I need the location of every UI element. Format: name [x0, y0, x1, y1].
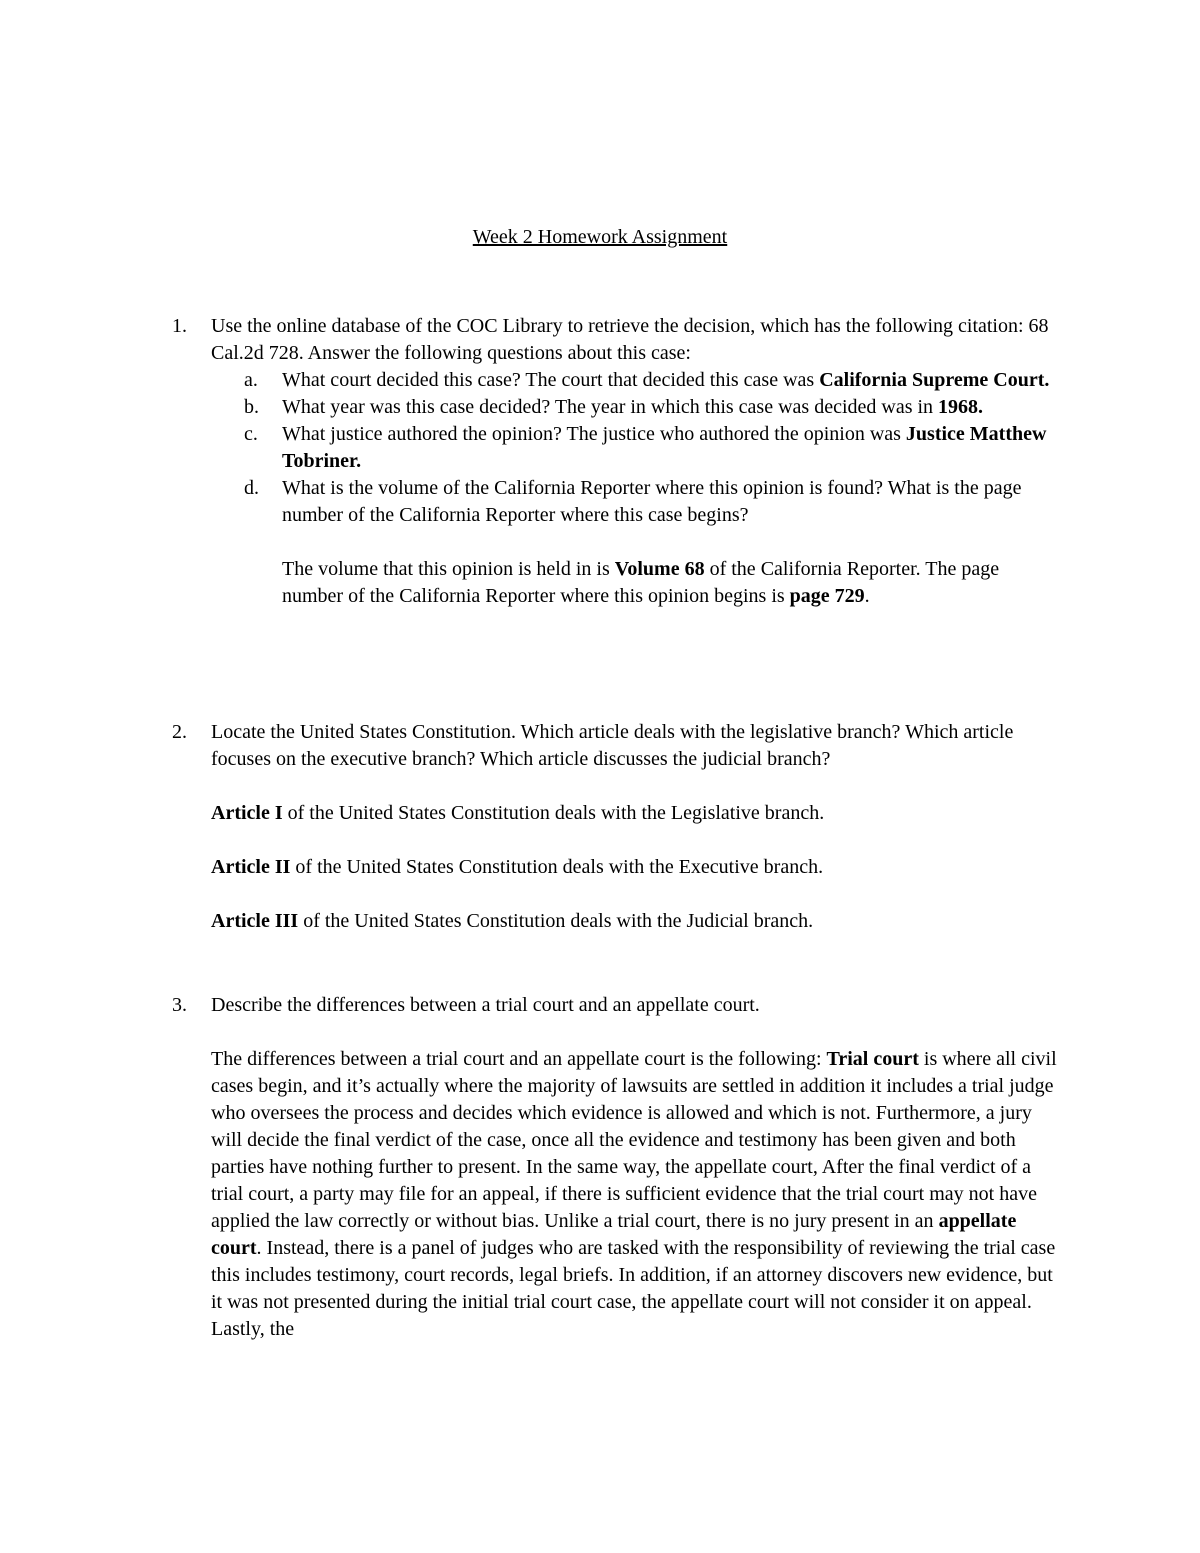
question-text: Describe the differences between a trial court and an appellate court. — [211, 994, 760, 1016]
answer-text: The volume that this opinion is held in is — [282, 558, 615, 580]
sub-letter: d. — [244, 477, 259, 499]
answer-text: . Instead, there is a panel of judges who are tasked with the responsibility of reviewing the trial case this includes testimony, court records, legal briefs. In addition, if an attorney discovers new evidence, but it was not presented during the initial trial court case, the appellate court will not consider it on appeal. Lastly, the — [211, 1237, 1056, 1340]
question-2 — [172, 719, 1072, 935]
question-number: 1. — [172, 315, 187, 337]
sub-answer: 1968. — [938, 396, 984, 418]
sub-letter: c. — [244, 423, 258, 445]
article-label: Article II — [211, 856, 291, 878]
answer-article-3 — [211, 908, 1061, 935]
sub-question-c — [244, 421, 1047, 475]
question-3 — [172, 992, 1072, 1343]
answer-text: . — [864, 585, 870, 607]
term-trial-court: Trial court — [826, 1048, 919, 1070]
sub-letter: a. — [244, 369, 258, 391]
answer-article-1 — [211, 800, 1061, 827]
answer-text: of the California Reporter. The page number of the California Reporter where this opinion begins is — [282, 558, 1000, 607]
sub-question-b — [244, 394, 1044, 421]
sub-answer-paragraph — [282, 556, 1052, 610]
answer-text: of the United States Constitution deals with the Legislative branch. — [282, 802, 825, 824]
sub-answer: California Supreme Court. — [819, 369, 1050, 391]
answer-text: of the United States Constitution deals with the Judicial branch. — [298, 910, 814, 932]
term-appellate-court: appellate court — [211, 1210, 1017, 1259]
question-number: 3. — [172, 994, 187, 1016]
sub-question-a — [244, 367, 1050, 394]
answer-article-2 — [211, 854, 1061, 881]
answer-text: is where all civil cases begin, and it’s actually where the majority of lawsuits are settled in addition it includes a trial judge who oversees the process and decides which evidence is allowed and which is not. Furthermore, a jury will decide the final verdict of the case, once all the evidence and testimony has been given and both parties have nothing further to present. In the same way, the appellate court, After the final verdict of a trial court, a party may file for an appeal, if there is sufficient evidence that the trial court may not have applied the law correctly or without bias. Unlike a trial court, there is no jury present in an — [211, 1048, 1057, 1232]
answer-paragraph — [211, 1046, 1061, 1343]
sub-question-d — [244, 475, 1044, 610]
question-text: Use the online database of the COC Library to retrieve the decision, which has the following citation: 68 Cal.2d 728. Answer the following questions about this case: — [211, 315, 1049, 364]
article-label: Article III — [211, 910, 299, 932]
sub-question-text: What court decided this case? The court that decided this case was — [282, 369, 820, 391]
document-title: Week 2 Homework Assignment — [472, 226, 728, 248]
sub-answer: Justice Matthew Tobriner. — [282, 423, 1047, 472]
question-text: Locate the United States Constitution. Which article deals with the legislative branch? Which article focuses on the executive branch? Which article discusses the judicial branch? — [211, 721, 1014, 770]
answer-page: page 729 — [789, 585, 865, 607]
answer-text: The differences between a trial court and an appellate court is the following: — [211, 1048, 827, 1070]
article-label: Article I — [211, 802, 283, 824]
answer-volume: Volume 68 — [614, 558, 705, 580]
question-number: 2. — [172, 721, 187, 743]
sub-letter: b. — [244, 396, 259, 418]
question-1 — [172, 313, 1072, 610]
sub-question-text: What is the volume of the California Reporter where this opinion is found? What is the page number of the California Reporter where this case begins? — [282, 477, 1022, 526]
answer-text: of the United States Constitution deals with the Executive branch. — [290, 856, 824, 878]
sub-question-text: What justice authored the opinion? The justice who authored the opinion was — [282, 423, 906, 445]
sub-question-text: What year was this case decided? The year in which this case was decided was in — [282, 396, 939, 418]
